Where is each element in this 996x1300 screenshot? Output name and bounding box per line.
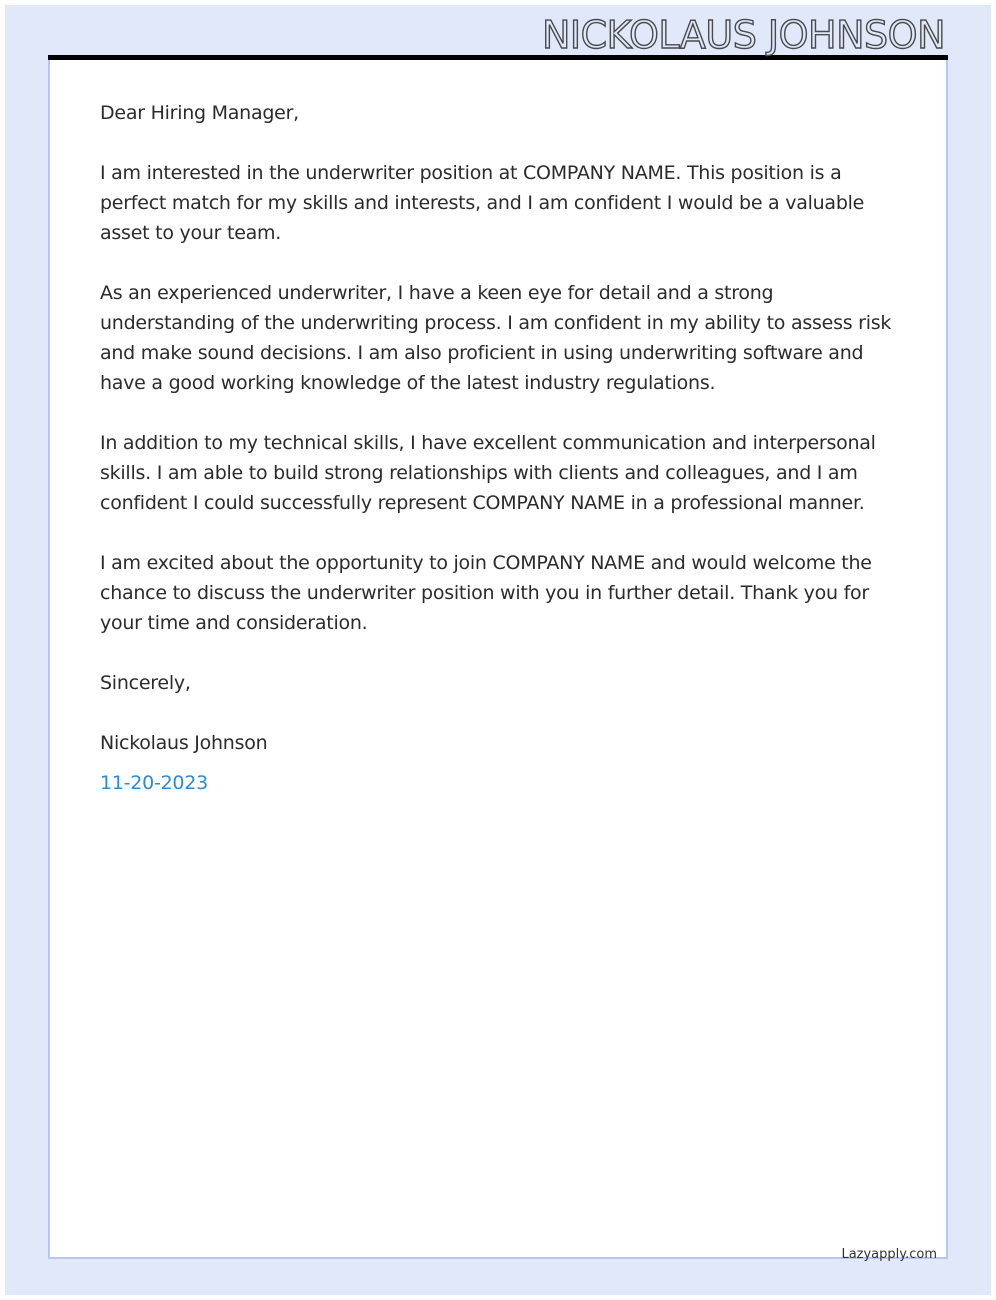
cover-letter-body (100, 98, 900, 798)
paragraph-1: I am interested in the underwriter position at COMPANY NAME. This position is a perfect match for my skills and interests, and I am confident I would be a valuable asset to your team. (100, 162, 865, 244)
signature-name: Nickolaus Johnson (100, 732, 268, 754)
applicant-name-heading: NICKOLAUS JOHNSON (541, 13, 945, 57)
letter-date: 11-20-2023 (100, 772, 208, 794)
salutation: Dear Hiring Manager, (100, 102, 299, 124)
closing: Sincerely, (100, 672, 191, 694)
paragraph-4: I am excited about the opportunity to join COMPANY NAME and would welcome the chance to discuss the underwriter position with you in further detail. Thank you for your time and consideration. (100, 552, 872, 634)
footer-brand: Lazyapply.com (841, 1247, 937, 1262)
paragraph-3: In addition to my technical skills, I have excellent communication and interpersonal skills. I am able to build strong relationships with clients and colleagues, and I am confident I could successfully represent COMPANY NAME in a professional manner. (100, 432, 876, 514)
paragraph-2: As an experienced underwriter, I have a keen eye for detail and a strong understanding of the underwriting process. I am confident in my ability to assess risk and make sound decisions. I am also proficient in using underwriting software and have a good working knowledge of the latest industry regulations. (100, 282, 892, 394)
